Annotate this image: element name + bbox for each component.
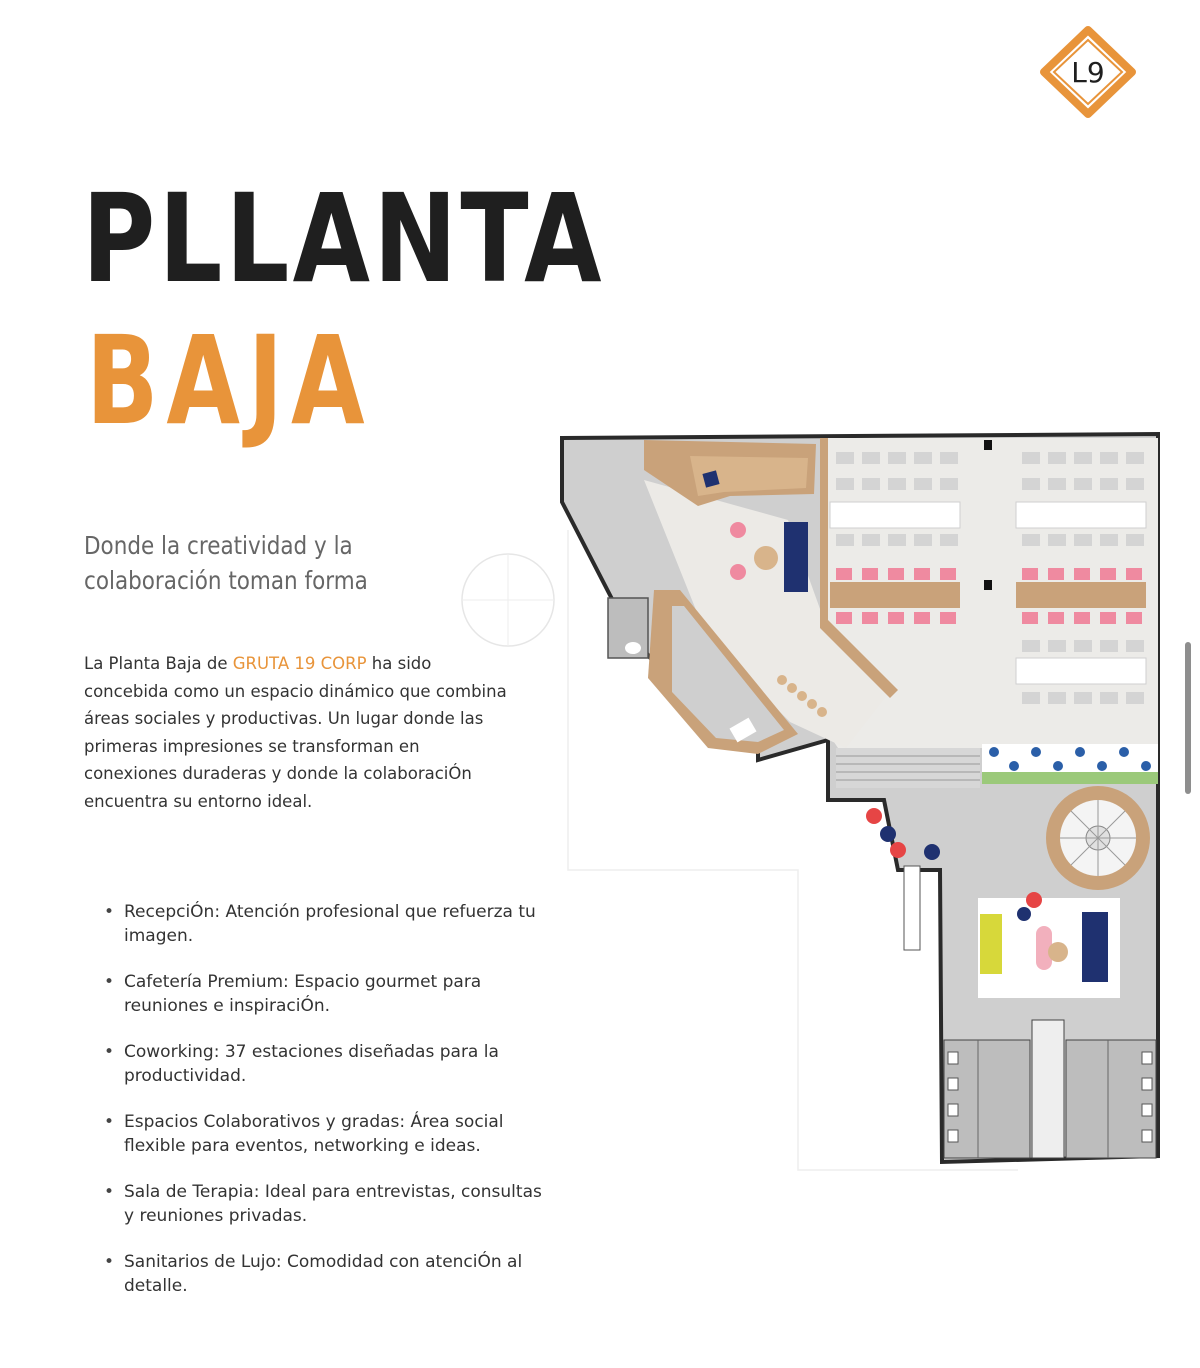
restrooms (944, 1020, 1156, 1158)
feature-text: Área social flexible para eventos, networking e ideas. (124, 1112, 504, 1156)
floor-plan (458, 430, 1168, 1180)
feature-label: Sala de Terapia (124, 1182, 254, 1202)
floor-plan-drawing (458, 430, 1168, 1180)
planter (982, 772, 1158, 784)
feature-label: Coworking (124, 1042, 214, 1062)
page-title-line2: BAJA (86, 310, 373, 452)
bleachers (836, 748, 980, 788)
feature-text: Atención profesional que refuerza tu imagen. (124, 902, 536, 946)
intro-paragraph (84, 650, 514, 815)
list-item: • Sala de Terapia: Ideal para entrevistas, consultas y reuniones privadas. (104, 1180, 544, 1228)
intro-brand-name: GRUTA 19 CORP (232, 654, 367, 673)
list-item: • Sanitarios de Lujo: Comodidad con atenciÓn al detalle. (104, 1250, 544, 1298)
page-scrollbar[interactable] (1185, 642, 1191, 794)
logo-diamond-icon (1040, 26, 1136, 118)
intro-text-after: ha sido concebida como un espacio dinámico que combina áreas sociales y productivas. Un lugar donde las primeras impresiones se transforman en conexiones duraderas y donde la colaboraciÓn encuentra su entorno ideal. (84, 654, 507, 811)
feature-label: Sanitarios de Lujo (124, 1252, 276, 1272)
feature-text: Espacio gourmet para reuniones e inspiraciÓn. (124, 972, 482, 1016)
list-item: • Cafetería Premium: Espacio gourmet para reuniones e inspiraciÓn. (104, 970, 544, 1018)
page-title-line1: PLLANTA (82, 168, 605, 310)
feature-text: Ideal para entrevistas, consultas y reuniones privadas. (124, 1182, 542, 1226)
intro-text-before: La Planta Baja de (84, 654, 233, 673)
page-subtitle: Donde la creatividad y la colaboración toman forma (84, 531, 368, 595)
feature-text: Comodidad con atenciÓn al detalle. (124, 1252, 523, 1296)
feature-label: RecepciÓn (124, 902, 215, 922)
list-item: • Espacios Colaborativos y gradas: Área social flexible para eventos, networking e ideas. (104, 1110, 544, 1158)
list-item: • Coworking: 37 estaciones diseñadas para la productividad. (104, 1040, 544, 1088)
feature-label: Espacios Colaborativos y gradas (124, 1112, 400, 1132)
feature-label: Cafetería Premium (124, 972, 284, 992)
logo-text: L9 (1071, 56, 1105, 89)
list-item: • RecepciÓn: Atención profesional que refuerza tu imagen. (104, 900, 544, 948)
sofa (784, 522, 808, 592)
brand-logo (1040, 26, 1136, 118)
feature-text: 37 estaciones diseñadas para la productividad. (124, 1042, 499, 1086)
